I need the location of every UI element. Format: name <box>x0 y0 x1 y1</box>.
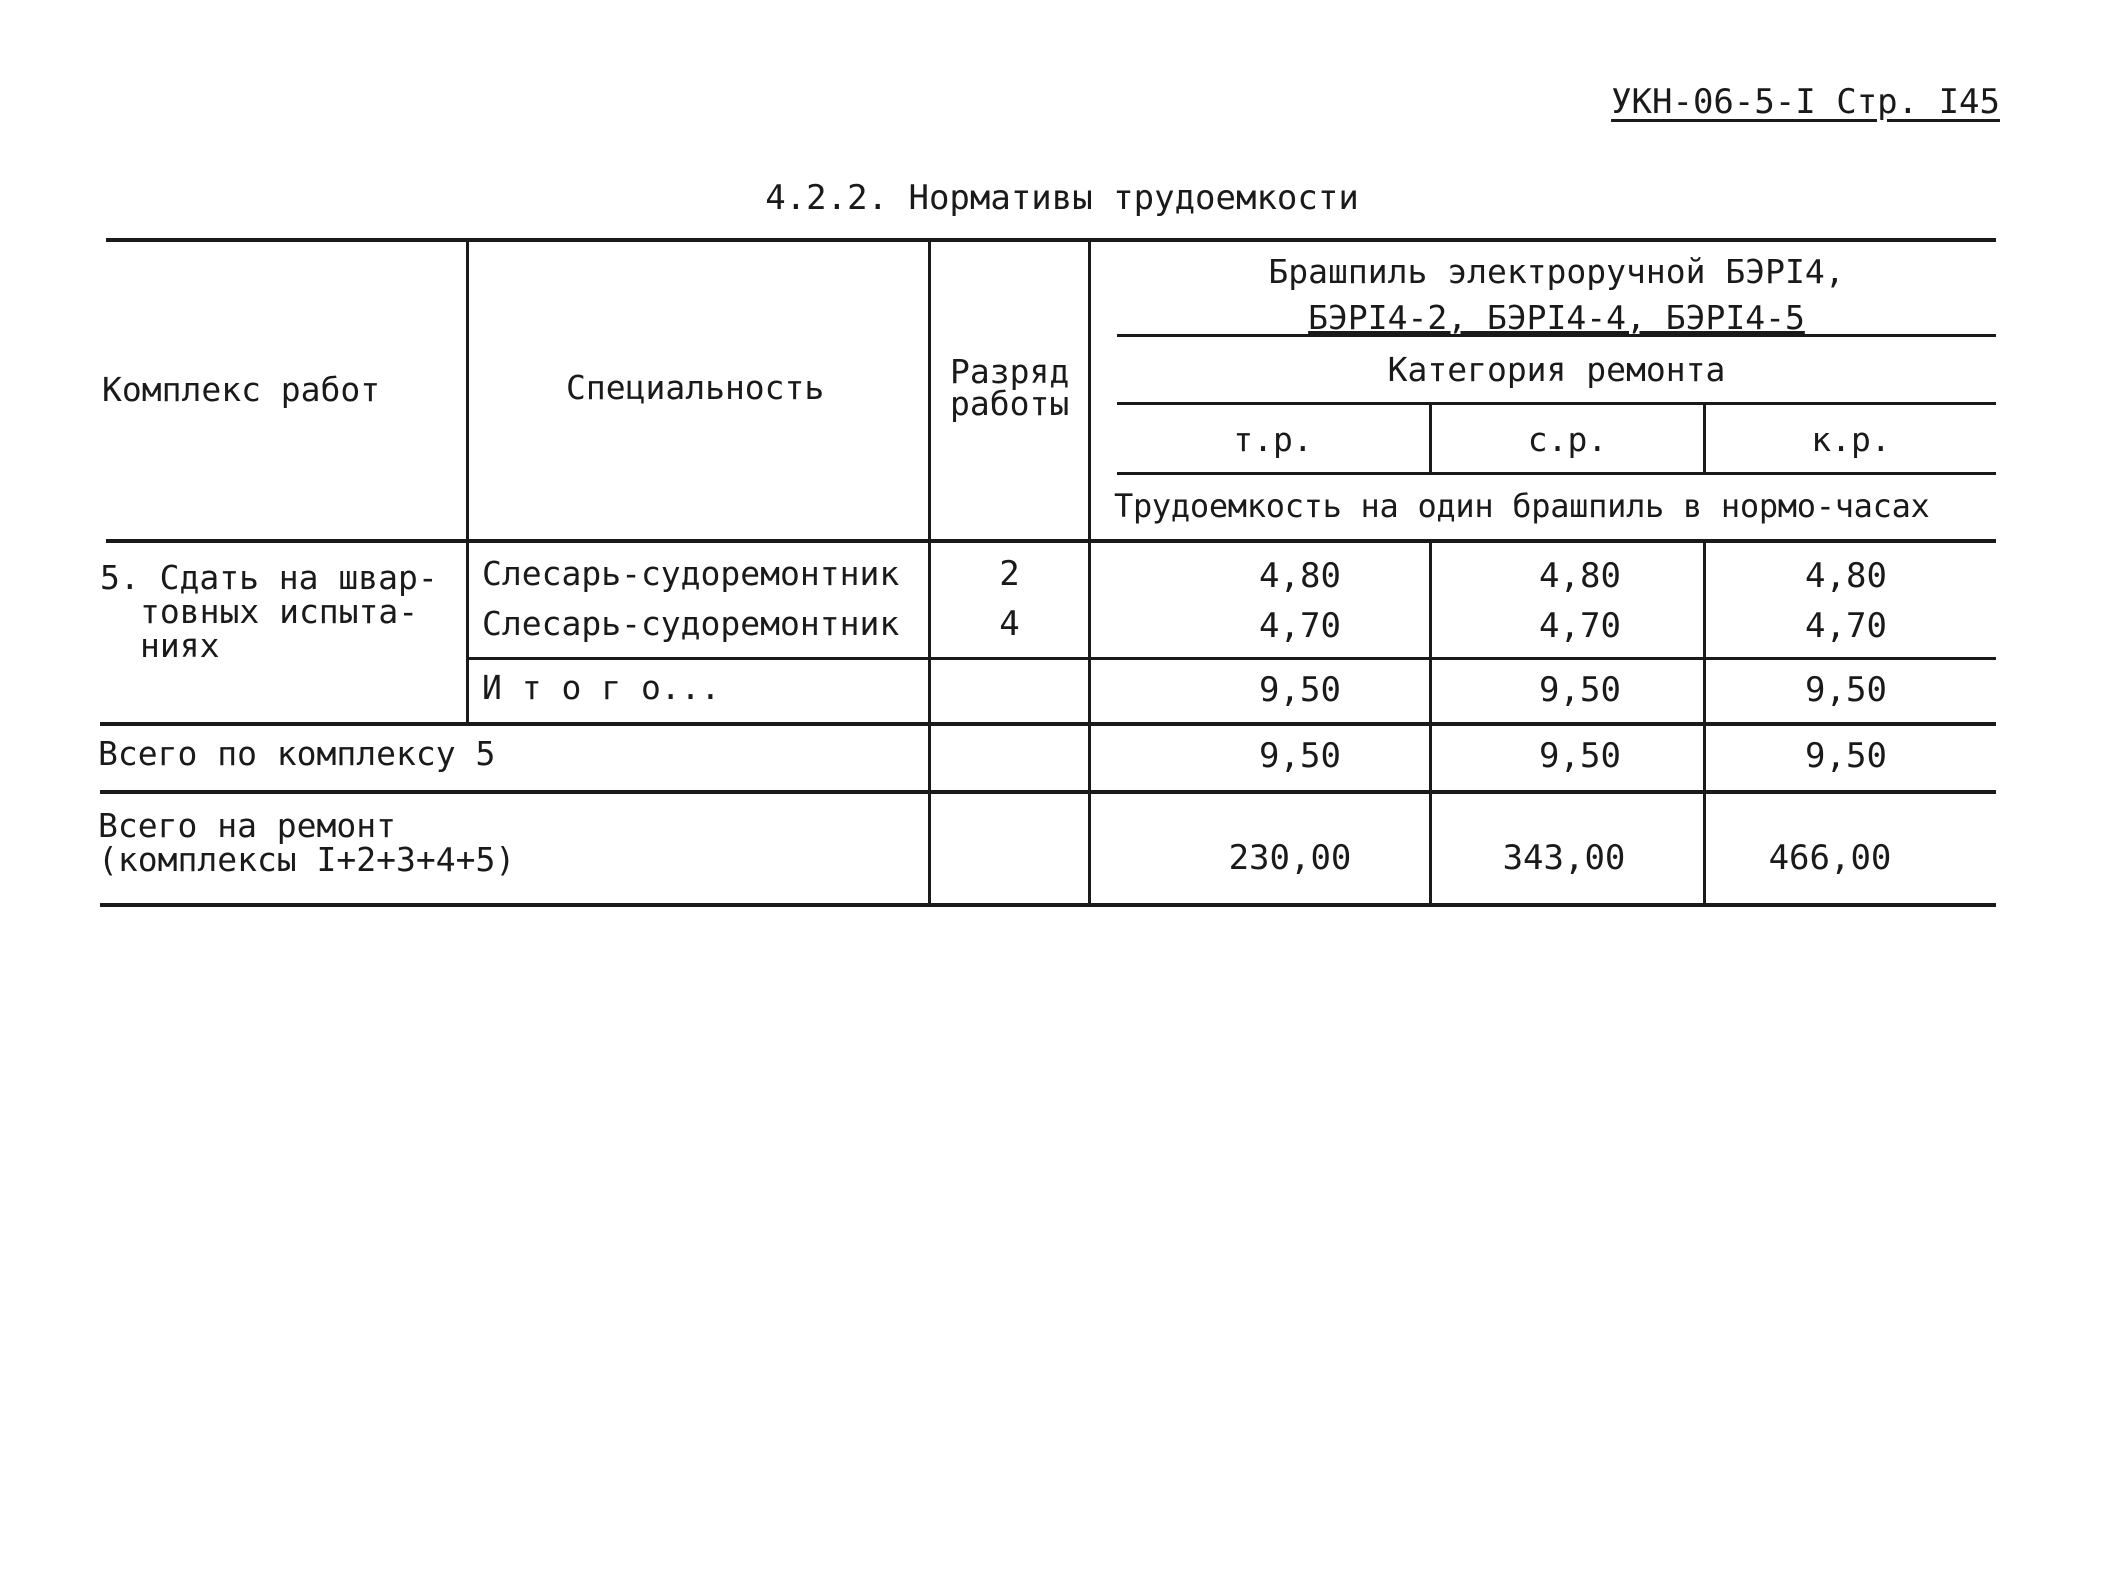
table-bottom-rule <box>100 903 1996 907</box>
row-1-specialty: Слесарь-судоремонтник <box>482 554 900 593</box>
grand-total-tr: 230,00 <box>1228 838 1352 878</box>
header-specialty: Специальность <box>566 368 825 407</box>
header-col-kr: к.р. <box>1811 420 1891 459</box>
category-rule <box>1117 402 1996 405</box>
header-grade-line1: Разряд <box>950 352 1070 391</box>
row-1-kr: 4,80 <box>1805 556 1887 596</box>
row-2-specialty: Слесарь-судоремонтник <box>482 604 900 643</box>
table-top-rule <box>106 238 1996 242</box>
complex-5-line2: товных испыта- <box>140 592 419 631</box>
section-title: 4.2.2. Нормативы трудоемкости <box>765 178 1359 218</box>
complex-5-line3: ниях <box>140 626 220 665</box>
col-divider-grade <box>1088 238 1091 905</box>
header-col-tr: т.р. <box>1233 420 1313 459</box>
header-repair-category: Категория ремонта <box>1387 350 1726 389</box>
group-bottom-rule <box>100 722 1996 726</box>
grand-total-sr: 343,00 <box>1502 838 1626 878</box>
subtotal-tr: 9,50 <box>1259 670 1341 710</box>
header-col-sr: с.р. <box>1527 420 1608 459</box>
header-equipment-line2: БЭРI4-2, БЭРI4-4, БЭРI4-5 <box>1308 298 1805 337</box>
row-2-kr: 4,70 <box>1805 606 1887 646</box>
columns-rule <box>1117 472 1996 475</box>
complex-total-label: Всего по комплексу 5 <box>98 734 496 773</box>
complex-total-sr: 9,50 <box>1539 736 1621 776</box>
grand-total-label-line2: (комплексы I+2+3+4+5) <box>98 840 516 879</box>
subtotal-kr: 9,50 <box>1805 670 1887 710</box>
row-1-sr: 4,80 <box>1539 556 1621 596</box>
header-complex: Комплекс работ <box>102 370 381 409</box>
complex-total-tr: 9,50 <box>1259 736 1341 776</box>
col-divider-tr-body <box>1429 539 1432 905</box>
subtotal-rule <box>466 657 1996 660</box>
row-2-sr: 4,70 <box>1539 606 1621 646</box>
complex-total-rule <box>100 790 1996 794</box>
row-1-tr: 4,80 <box>1259 556 1341 596</box>
complex-5-line1: 5. Сдать на швар- <box>100 558 438 597</box>
header-bottom-rule <box>106 539 1996 543</box>
row-2-grade: 4 <box>999 604 1020 644</box>
subtotal-sr: 9,50 <box>1539 670 1621 710</box>
grand-total-label-line1: Всего на ремонт <box>98 806 397 845</box>
row-2-tr: 4,70 <box>1259 606 1341 646</box>
complex-total-kr: 9,50 <box>1805 736 1887 776</box>
grand-total-kr: 466,00 <box>1768 838 1892 878</box>
row-1-grade: 2 <box>999 554 1020 594</box>
header-labor-unit: Трудоемкость на один брашпиль в нормо-часах <box>1114 487 1930 525</box>
col-divider-sr-body <box>1703 539 1706 905</box>
subtotal-label: И т о г о... <box>482 668 721 707</box>
document-code: УКН-06-5-I Стр. I45 <box>1611 82 2000 122</box>
col-divider-complex <box>466 238 469 722</box>
header-equipment-line1: Брашпиль электроручной БЭРI4, <box>1268 252 1845 291</box>
header-grade-line2: работы <box>950 384 1070 423</box>
